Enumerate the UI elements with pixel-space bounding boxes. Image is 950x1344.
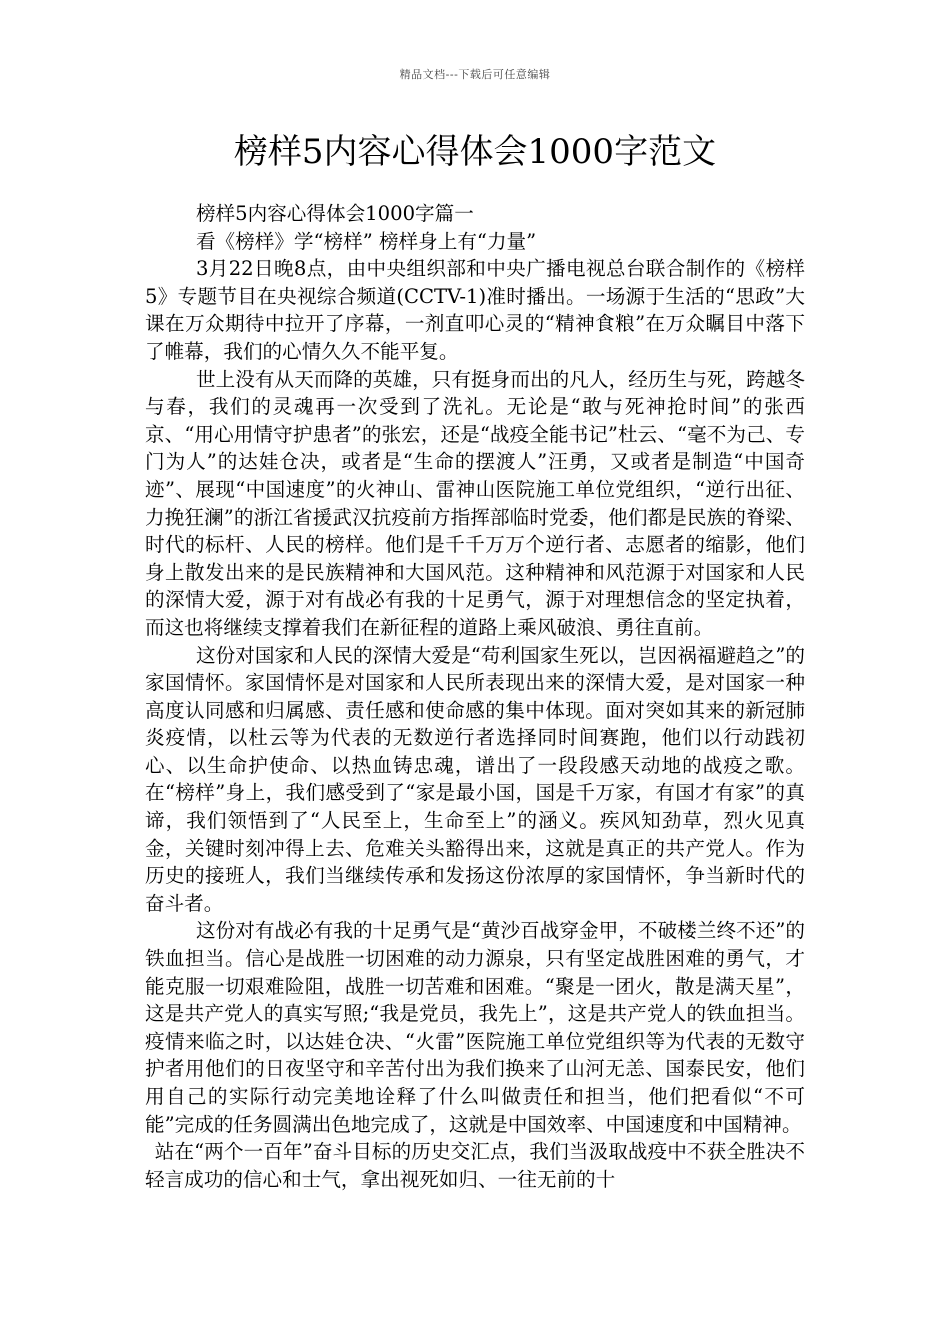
paragraph-1: 3月22日晚8点，由中央组织部和中央广播电视总台联合制作的《榜样5》专题节目在央视综合频道(CCTV-1)准时播出。一场源于生活的“思政”大课在万众期待中拉开了序幕，一剂直叩心灵的“精神食粮”在万众瞩目中落下了帷幕，我们的心情久久不能平复。 [145, 257, 805, 363]
paragraph-3: 这份对国家和人民的深情大爱是“苟利国家生死以，岂因祸福避趋之”的家国情怀。家国情怀是对国家和人民所表现出来的深情大爱，是对国家一种高度认同感和归属感、责任感和使命感的集中体现。面对突如其来的新冠肺炎疫情，以杜云等为代表的无数逆行者选择同时间赛跑，他们以行动践初心、以生命护使命、以热血铸忠魂，谱出了一段段感天动地的战疫之歌。在“榜样”身上，我们感受到了“家是最小国，国是千万家，有国才有家”的真谛，我们领悟到了“人民至上，生命至上”的涵义。疾风知劲草，烈火见真金，关键时刻冲得上去、危难关头豁得出来，这就是真正的共产党人。作为历史的接班人，我们当继续传承和发扬这份浓厚的家国情怀，争当新时代的奋斗者。 [145, 643, 805, 915]
document-body [145, 200, 805, 1193]
section-heading: 榜样5内容心得体会1000字篇一 [195, 202, 474, 225]
paragraph-5: 站在“两个一百年”奋斗目标的历史交汇点，我们当汲取战疫中不获全胜决不轻言成功的信心和士气，拿出视死如归、一往无前的十 [145, 1140, 805, 1191]
paragraph-2: 世上没有从天而降的英雄，只有挺身而出的凡人，经历生与死，跨越冬与春，我们的灵魂再一次受到了洗礼。无论是“敢与死神抢时间”的张西京、“用心用情守护患者”的张宏，还是“战疫全能书记”杜云、“毫不为己、专门为人”的达娃仓决，或者是“生命的摆渡人”汪勇，又或者是制造“中国奇迹”、展现“中国速度”的火神山、雷神山医院施工单位党组织，“逆行出征、力挽狂澜”的浙江省援武汉抗疫前方指挥部临时党委，他们都是民族的脊梁、时代的标杆、人民的榜样。他们是千千万万个逆行者、志愿者的缩影，他们身上散发出来的是民族精神和大国风范。这种精神和风范源于对国家和人民的深情大爱，源于对有战必有我的十足勇气，源于对理想信念的坚定执着，而这也将继续支撑着我们在新征程的道路上乘风破浪、勇往直前。 [145, 367, 805, 639]
section-subheading: 看《榜样》学“榜样” 榜样身上有“力量” [195, 229, 537, 253]
paragraph-4: 这份对有战必有我的十足勇气是“黄沙百战穿金甲，不破楼兰终不还”的铁血担当。信心是战胜一切困难的动力源泉，只有坚定战胜困难的勇气，才能克服一切艰难险阻，战胜一切苦难和困难。“聚是一团火，散是满天星”，这是共产党人的真实写照;“我是党员，我先上”，这是共产党人的铁血担当。疫情来临之时，以达娃仓决、“火雷”医院施工单位党组织等为代表的无数守护者用他们的日夜坚守和辛苦付出为我们换来了山河无恙、国泰民安，他们用自己的实际行动完美地诠释了什么叫做责任和担当，他们把看似“不可能”完成的任务圆满出色地完成了，这就是中国效率、中国速度和中国精神。 [145, 919, 805, 1136]
document-title: 榜样5内容心得体会1000字范文 [233, 132, 717, 172]
header-note: 精品文档---下载后可任意编辑 [399, 68, 551, 81]
